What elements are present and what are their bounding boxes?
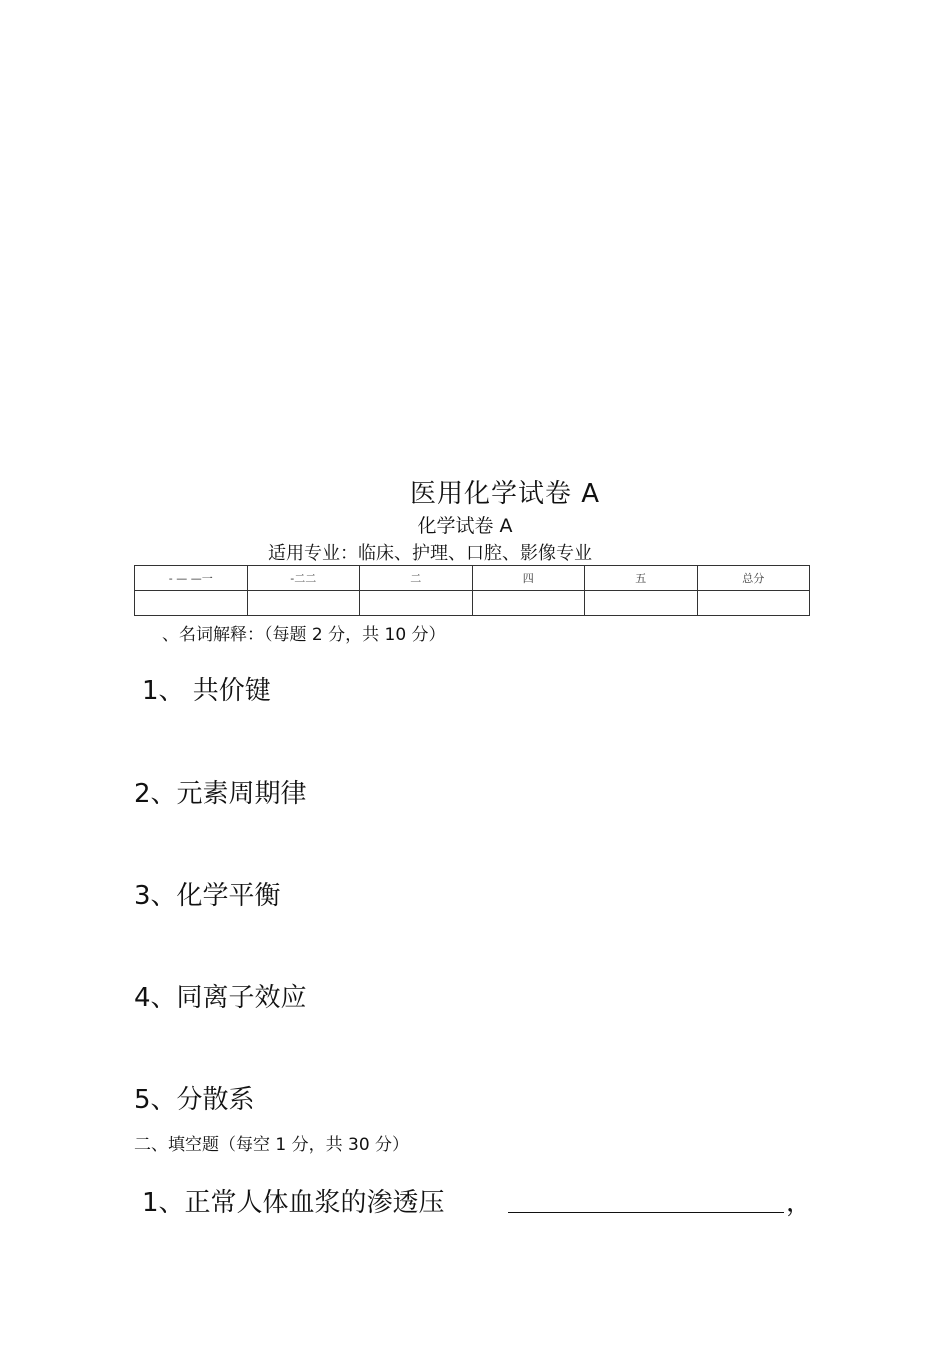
question-1-trailing-punctuation: ，: [786, 1188, 813, 1218]
term-item-2: 2、元素周期律: [134, 779, 307, 809]
score-header-total: 总分: [697, 566, 810, 591]
score-header-2: -二二: [247, 566, 360, 591]
term-item-4: 4、同离子效应: [134, 983, 307, 1013]
score-header-3: 二: [360, 566, 473, 591]
section-1-heading: 、名词解释：（每题 2 分，共 10 分）: [162, 625, 446, 645]
score-cell-2: [247, 591, 360, 616]
score-table-score-row: [135, 591, 810, 616]
score-cell-1: [135, 591, 248, 616]
score-header-1: - — —一: [135, 566, 248, 591]
applicable-majors: 适用专业：临床、护理、口腔、影像专业: [268, 543, 592, 564]
answer-blank-line: [508, 1212, 784, 1213]
term-item-5: 5、分散系: [134, 1085, 255, 1115]
score-table-header-row: [135, 566, 810, 591]
exam-title: 医用化学试卷 A: [409, 479, 601, 509]
section-2-heading: 二、填空题（每空 1 分，共 30 分）: [134, 1135, 410, 1155]
exam-subtitle: 化学试卷 A: [417, 515, 513, 537]
term-item-3: 3、化学平衡: [134, 881, 281, 911]
score-cell-4: [472, 591, 585, 616]
score-cell-3: [360, 591, 473, 616]
score-cell-total: [697, 591, 810, 616]
score-header-5: 五: [585, 566, 698, 591]
term-item-1: 1、 共价键: [142, 676, 271, 706]
score-header-4: 四: [472, 566, 585, 591]
score-cell-5: [585, 591, 698, 616]
score-table: [134, 565, 810, 616]
fill-blank-question-1: 1、正常人体血浆的渗透压: [142, 1188, 445, 1218]
